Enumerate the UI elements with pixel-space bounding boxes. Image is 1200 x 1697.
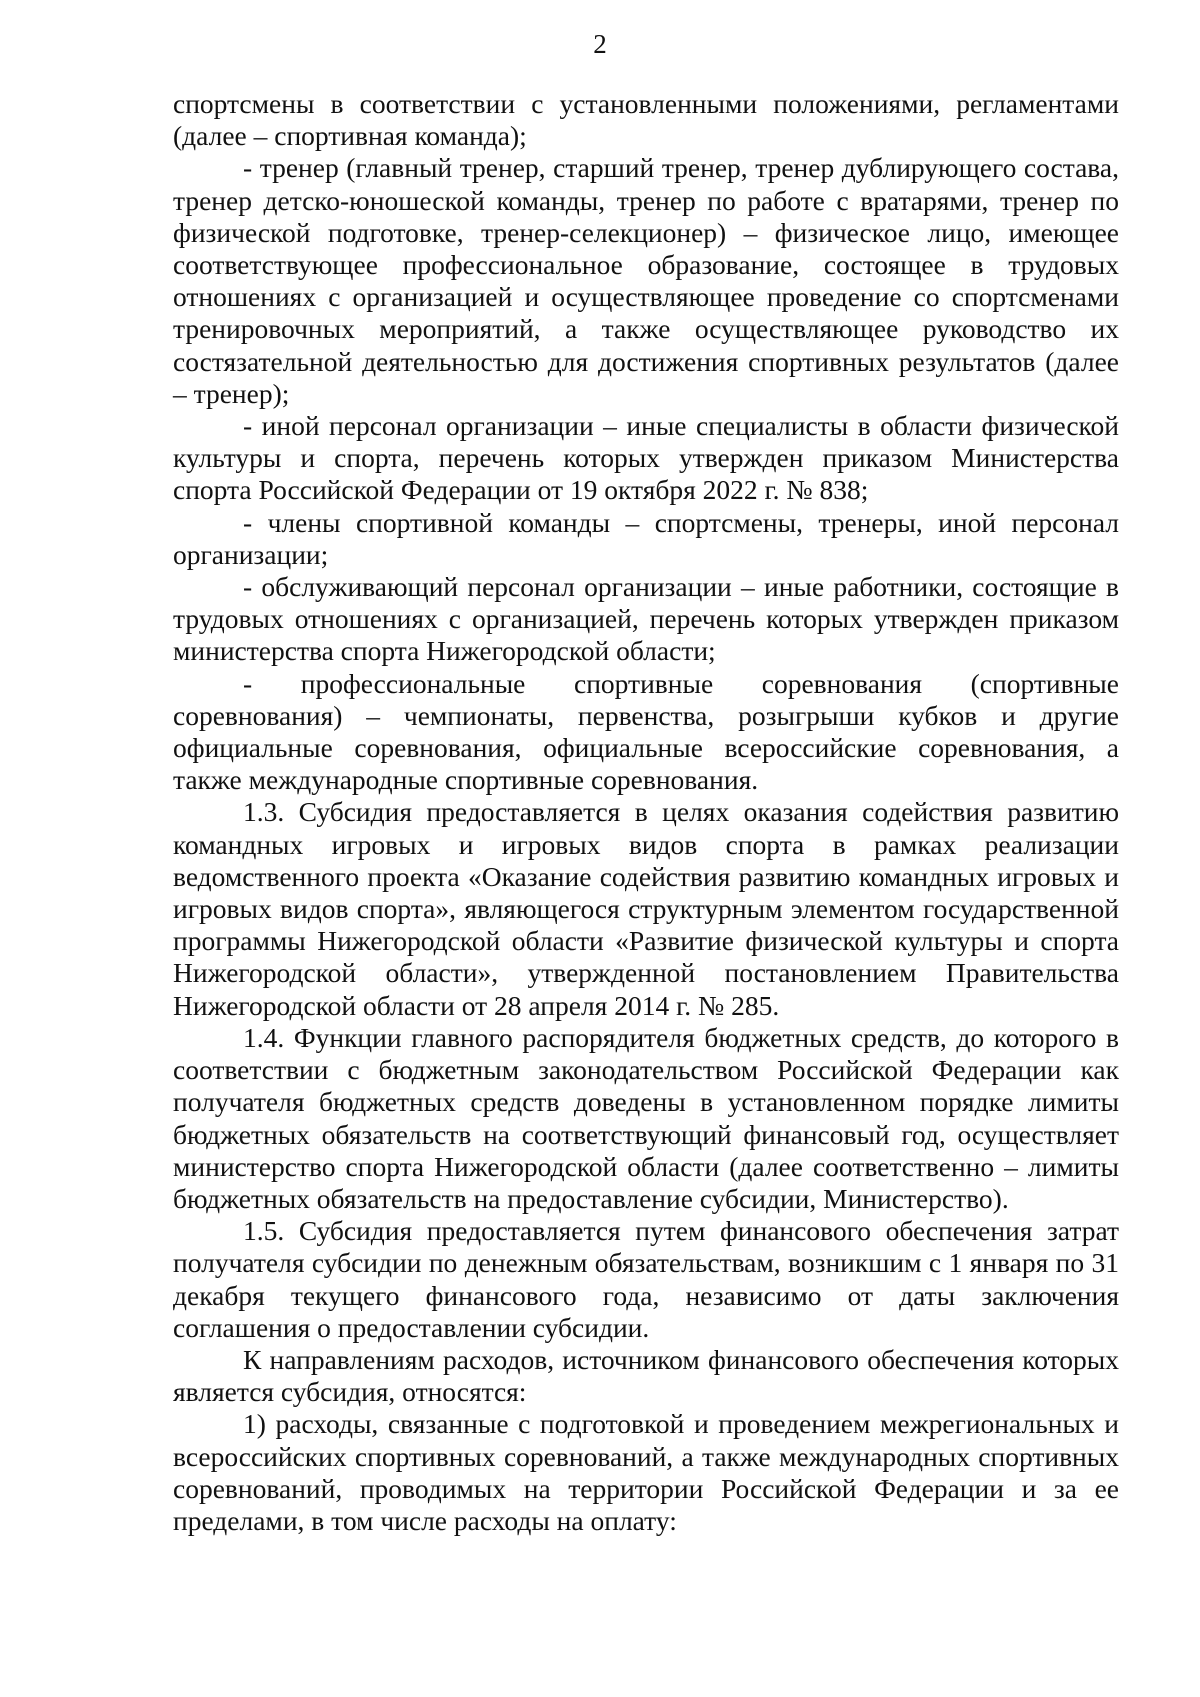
paragraph-expenses-item-1: 1) расходы, связанные с подготовкой и проведением межрегиональных и всероссийских спортивных соревнований, а также международных спортивных соревнований, проводимых на территории Российской Федерации и за ее пределами, в том числе расходы на оплату: xyxy=(173,1408,1119,1536)
paragraph-service-staff-definition: - обслуживающий персонал организации – иные работники, состоящие в трудовых отношениях с организацией, перечень которых утвержден приказом министерства спорта Нижегородской области; xyxy=(173,571,1119,667)
paragraph-professional-competitions-definition: - профессиональные спортивные соревнования (спортивные соревнования) – чемпионаты, первенства, розыгрыши кубков и другие официальные соревнования, официальные всероссийские соревнования, а также международные спортивные соревнования. xyxy=(173,667,1119,796)
paragraph-other-staff-definition: - иной персонал организации – иные специалисты в области физической культуры и спорта, перечень которых утвержден приказом Министерства спорта Российской Федерации от 19 октября 2022 г. № 838; xyxy=(173,410,1119,506)
paragraph-section-1-3: 1.3. Субсидия предоставляется в целях оказания содействия развитию командных игровых и игровых видов спорта в рамках реализации ведомственного проекта «Оказание содействия развитию командных игровых и игровых видов спорта», являющегося структурным элементом государственной программы Нижегородской области «Развитие физической культуры и спорта Нижегородской области», утвержденной постановлением Правительства Нижегородской области от 28 апреля 2014 г. № 285. xyxy=(173,796,1119,1021)
paragraph-trainer-definition: - тренер (главный тренер, старший тренер, тренер дублирующего состава, тренер детско-юношеской команды, тренер по работе с вратарями, тренер по физической подготовке, тренер-селекционер) – физическое лицо, имеющее соответствующее профессиональное образование, состоящее в трудовых отношениях с организацией и осуществляющее проведение со спортсменами тренировочных мероприятий, а также осуществляющее руководство их состязательной деятельностью для достижения спортивных результатов (далее – тренер); xyxy=(173,152,1119,409)
paragraph-sports-team-continuation: спортсмены в соответствии с установленными положениями, регламентами (далее – спортивная команда); xyxy=(173,88,1119,152)
paragraph-expense-directions: К направлениям расходов, источником финансового обеспечения которых является субсидия, относятся: xyxy=(173,1343,1119,1408)
document-body xyxy=(173,88,1119,1537)
paragraph-section-1-5: 1.5. Субсидия предоставляется путем финансового обеспечения затрат получателя субсидии по денежным обязательствам, возникшим с 1 января по 31 декабря текущего финансового года, независимо от даты заключения соглашения о предоставлении субсидии. xyxy=(173,1215,1119,1343)
paragraph-team-members-definition: - члены спортивной команды – спортсмены, тренеры, иной персонал организации; xyxy=(173,506,1119,570)
page-number: 2 xyxy=(593,29,607,59)
paragraph-section-1-4: 1.4. Функции главного распорядителя бюджетных средств, до которого в соответствии с бюджетным законодательством Российской Федерации как получателя бюджетных средств доведены в установленном порядке лимиты бюджетных обязательств на соответствующий финансовый год, осуществляет министерство спорта Нижегородской области (далее соответственно – лимиты бюджетных обязательств на предоставление субсидии, Министерство). xyxy=(173,1021,1119,1214)
